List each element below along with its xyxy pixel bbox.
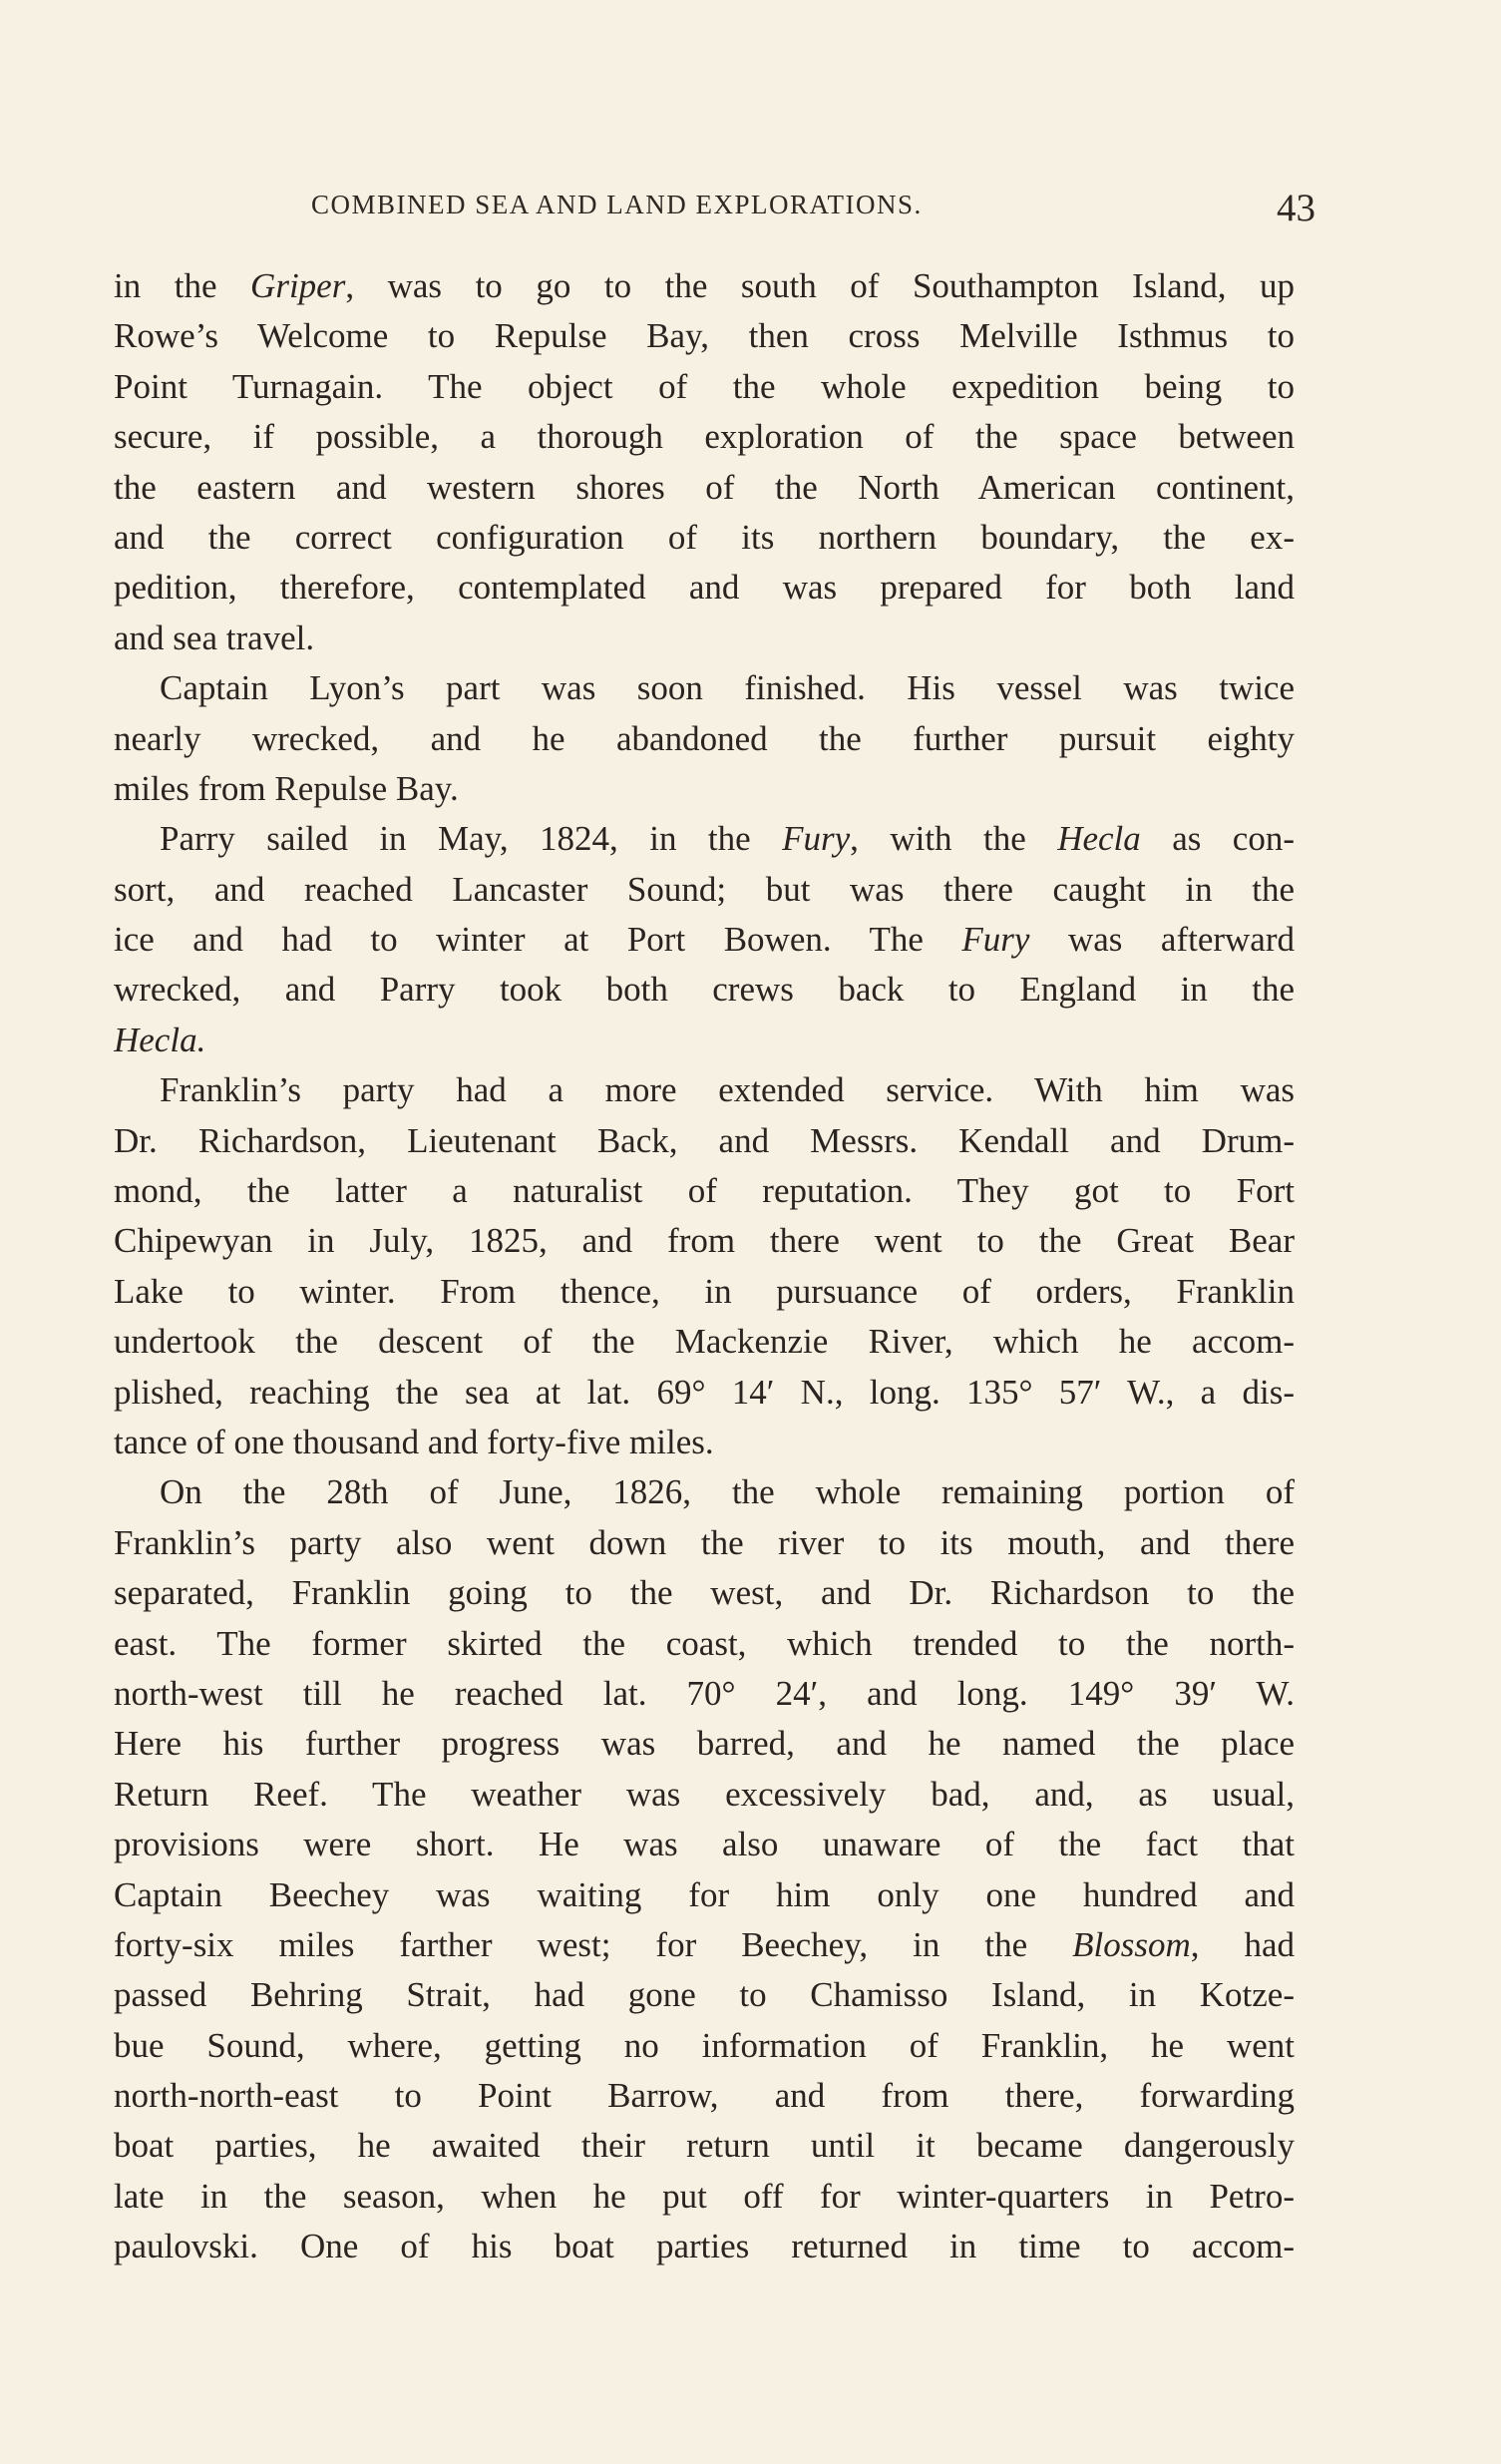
text-line: provisions were short. He was also unaware of the fact that bbox=[114, 1825, 1295, 1864]
text-line: Franklin’s party had a more extended service. With him was bbox=[160, 1070, 1295, 1110]
text-line: Point Turnagain. The object of the whole expedition being to bbox=[114, 366, 1295, 406]
text-line: nearly wrecked, and he abandoned the further pursuit eighty bbox=[114, 718, 1295, 758]
text-line: bue Sound, where, getting no information of Franklin, he went bbox=[114, 2025, 1295, 2065]
text-line: secure, if possible, a thorough exploration of the space between bbox=[114, 417, 1295, 457]
running-head bbox=[0, 186, 1501, 235]
text-line: plished, reaching the sea at lat. 69° 14′ N., long. 135° 57′ W., a dis- bbox=[114, 1372, 1295, 1412]
text-line: in the Griper, was to go to the south of Southampton Island, up bbox=[114, 266, 1295, 305]
text-line: north-north-east to Point Barrow, and from there, forwarding bbox=[114, 2076, 1295, 2116]
text-line: passed Behring Strait, had gone to Chamisso Island, in Kotze- bbox=[114, 1975, 1295, 2015]
text-line: forty-six miles farther west; for Beechey, in the Blossom, had bbox=[114, 1924, 1295, 1964]
text-line: Franklin’s party also went down the river to its mouth, and there bbox=[114, 1522, 1295, 1562]
text-line: east. The former skirted the coast, which trended to the north- bbox=[114, 1623, 1295, 1663]
text-line: miles from Repulse Bay. bbox=[114, 768, 459, 808]
text-line: north-west till he reached lat. 70° 24′, and long. 149° 39′ W. bbox=[114, 1673, 1295, 1713]
text-line: Parry sailed in May, 1824, in the Fury, with the Hecla as con- bbox=[160, 819, 1295, 859]
text-line: Captain Beechey was waiting for him only one hundred and bbox=[114, 1874, 1295, 1914]
text-line: paulovski. One of his boat parties returned in time to accom- bbox=[114, 2227, 1295, 2266]
text-line: and sea travel. bbox=[114, 617, 315, 657]
text-line: pedition, therefore, contemplated and was prepared for both land bbox=[114, 568, 1295, 608]
text-line: On the 28th of June, 1826, the whole remaining portion of bbox=[160, 1472, 1295, 1512]
page-number: 43 bbox=[1277, 187, 1315, 229]
text-line: boat parties, he awaited their return until it became dangerously bbox=[114, 2126, 1295, 2166]
text-line: Chipewyan in July, 1825, and from there went to the Great Bear bbox=[114, 1221, 1295, 1261]
text-line: mond, the latter a naturalist of reputation. They got to Fort bbox=[114, 1171, 1295, 1211]
running-title: COMBINED SEA AND LAND EXPLORATIONS. bbox=[311, 190, 923, 219]
text-line: the eastern and western shores of the North American continent, bbox=[114, 467, 1295, 507]
text-line: undertook the descent of the Mackenzie River, which he accom- bbox=[114, 1322, 1295, 1362]
text-line: late in the season, when he put off for winter-quarters in Petro- bbox=[114, 2176, 1295, 2216]
text-line: Return Reef. The weather was excessively bad, and, as usual, bbox=[114, 1774, 1295, 1814]
text-line: and the correct configuration of its northern boundary, the ex- bbox=[114, 517, 1295, 557]
text-line: sort, and reached Lancaster Sound; but was there caught in the bbox=[114, 869, 1295, 909]
text-line: ice and had to winter at Port Bowen. The Fury was afterward bbox=[114, 920, 1295, 960]
text-line: Dr. Richardson, Lieutenant Back, and Messrs. Kendall and Drum- bbox=[114, 1120, 1295, 1160]
text-line: Lake to winter. From thence, in pursuance of orders, Franklin bbox=[114, 1271, 1295, 1311]
text-line: Rowe’s Welcome to Repulse Bay, then cross Melville Isthmus to bbox=[114, 316, 1295, 356]
text-line: wrecked, and Parry took both crews back to England in the bbox=[114, 970, 1295, 1010]
text-line: separated, Franklin going to the west, and Dr. Richardson to the bbox=[114, 1573, 1295, 1613]
text-line: Here his further progress was barred, and he named the place bbox=[114, 1724, 1295, 1764]
text-line: Captain Lyon’s part was soon finished. His vessel was twice bbox=[160, 668, 1295, 708]
text-line: tance of one thousand and forty-five miles. bbox=[114, 1422, 714, 1461]
text-line: Hecla. bbox=[114, 1020, 206, 1059]
body-text bbox=[114, 261, 1295, 2272]
